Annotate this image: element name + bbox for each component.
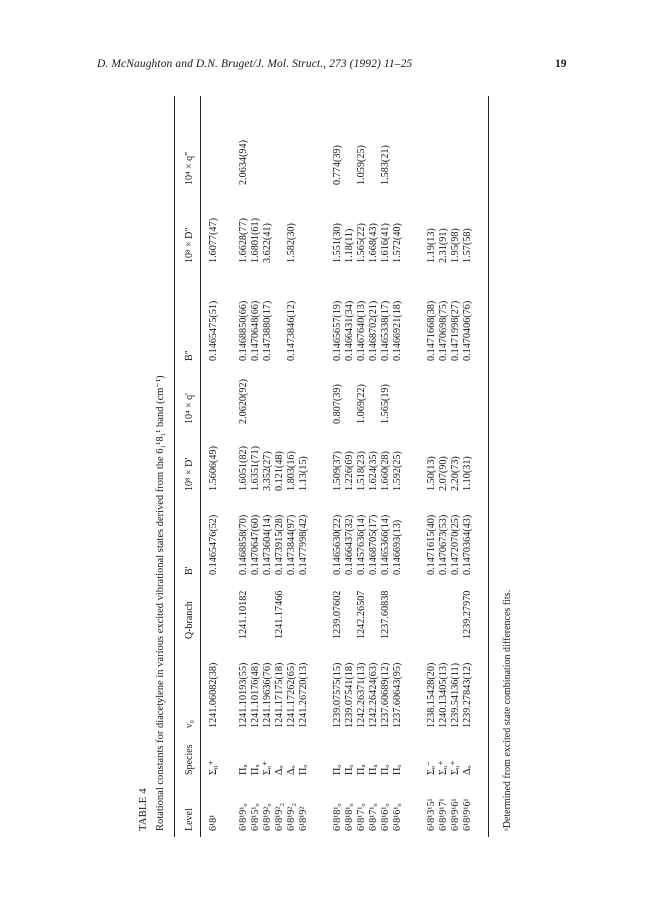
cell-b-lower: 0.1466431(34) (343, 300, 355, 361)
table-label: TABLE 4 (138, 788, 149, 831)
cell-d-lower: 1.57(58) (461, 228, 473, 263)
cell-nu0: 1239.07541(18) (343, 662, 355, 728)
cell-level: 6¹8¹9¹6¹ (461, 798, 473, 831)
cell-d-lower: 1.616(41) (379, 223, 391, 263)
cell-species: Πₒ (379, 764, 391, 775)
cell-level: 6¹8¹9²₂ (273, 803, 285, 831)
cell-d-lower: 1.95(98) (449, 228, 461, 263)
cell-d-upper: 1.13(15) (297, 456, 309, 491)
cell-nu0: 1242.26424(63) (367, 662, 379, 728)
cell-b-upper: 0.1470364(43) (461, 514, 473, 575)
cell-d-lower: 1.6628(77) (238, 218, 249, 263)
cell-b-upper: 0.1473915(28) (273, 514, 285, 575)
cell-b-lower: 0.1467640(13) (355, 300, 367, 361)
cell-b-lower: 0.1465657(19) (332, 300, 343, 361)
table-caption: Rotational constants for diacetylene in various excited vibrational states derived from the 6₁¹8₁¹ band (cm⁻¹) (155, 375, 166, 831)
cell-nu0: 1241.17262(65) (285, 662, 297, 728)
cell-d-upper: 1.518(23) (355, 451, 367, 491)
cell-level: 6¹8¹5¹ₒ (249, 803, 261, 831)
cell-species: Πₒ (343, 764, 355, 775)
table-top-rule (174, 96, 175, 837)
cell-nu0: 1239.27843(12) (461, 662, 473, 728)
cell-b-lower: 0.1465338(17) (379, 300, 391, 361)
cell-d-lower: 1.572(40) (391, 223, 403, 263)
cell-nu0: 1239.54136(11) (449, 663, 461, 728)
cell-nu0: 1240.13405(13) (437, 662, 449, 728)
cell-b-lower: 0.1470698(75) (437, 300, 449, 361)
cell-b-upper: 0.1468858(70) (238, 514, 249, 575)
cell-d-upper: 1.226(69) (343, 451, 355, 491)
cell-nu0: 1242.26371(13) (355, 662, 367, 728)
cell-species: Πᵤ (355, 764, 367, 775)
cell-species: Σₒ⁺ (261, 760, 273, 775)
cell-species: Πᵤ (367, 764, 379, 775)
cell-species: Σ₀⁺ (208, 760, 219, 775)
cell-qbranch: 1239.07602 (332, 590, 343, 639)
cell-qbranch: 1241.17466 (273, 590, 285, 639)
cell-species: Σᵤ⁺ (449, 760, 461, 775)
cell-nu0: 1241.06082(38) (208, 662, 219, 728)
running-head: D. McNaughton and D.N. Bruget/J. Mol. Struct., 273 (1992) 11–25 (97, 58, 413, 70)
cell-level: 6¹8¹ (208, 814, 219, 831)
cell-qbranch: 1239.27970 (461, 590, 473, 639)
cell-nu0: 1241.10176(48) (249, 662, 261, 728)
cell-b-upper: 0.1465476(52) (208, 514, 219, 575)
cell-b-upper: 0.1472070(25) (449, 514, 461, 575)
cell-d-upper: 1.509(37) (332, 451, 343, 491)
cell-d-lower: 1.668(43) (367, 223, 379, 263)
cell-d-upper: 1.6351(71) (249, 446, 261, 491)
col-header-q-upper: 10⁴ × q' (184, 393, 195, 424)
cell-q-upper: 1.565(19) (379, 384, 391, 424)
cell-q-upper: 0.807(39) (332, 384, 343, 424)
cell-d-upper: 2.20(73) (449, 456, 461, 491)
cell-species: Πₒ (391, 764, 403, 775)
cell-qbranch: 1237.60838 (379, 590, 391, 639)
cell-d-lower: 1.19(13) (426, 228, 437, 263)
cell-nu0: 1241.26720(13) (297, 662, 309, 728)
col-header-q-lower: 10⁴ × q" (184, 151, 195, 185)
cell-d-upper: 1.660(28) (379, 451, 391, 491)
cell-species: Δₒ (273, 765, 285, 775)
cell-qbranch: 1241.10182 (238, 590, 249, 639)
cell-nu0: 1239.07575(15) (332, 662, 343, 728)
cell-d-lower: 1.6801(61) (249, 218, 261, 263)
cell-b-upper: 0.1465630(22) (332, 514, 343, 575)
cell-d-upper: 1.50(13) (426, 456, 437, 491)
cell-level: 6¹8¹3¹5¹ (426, 798, 437, 831)
cell-b-upper: 0.1457636(14) (355, 514, 367, 575)
col-header-b-upper: B' (184, 566, 195, 575)
table-footnote: ᵃDetermined from excited state combination differences fits. (502, 589, 513, 831)
cell-b-upper: 0.1473844(97) (285, 514, 297, 575)
cell-level: 6¹8¹9¹7¹ (437, 798, 449, 831)
cell-b-upper: 0.1470673(53) (437, 514, 449, 575)
cell-q-upper: 2.0620(92) (238, 379, 249, 424)
cell-level: 6¹8¹9¹6¹ (449, 798, 461, 831)
cell-b-lower: 0.1466921(18) (391, 300, 403, 361)
cell-species: Πₒ (297, 764, 309, 775)
cell-level: 6¹8¹6¹ₒ (391, 803, 403, 831)
cell-b-upper: 0.1470647(60) (249, 514, 261, 575)
cell-d-upper: 1.592(25) (391, 451, 403, 491)
cell-b-lower: 0.1470406(76) (461, 300, 473, 361)
col-header-qbranch: Q-branch (184, 601, 195, 639)
cell-b-upper: 0.1466437(32) (343, 514, 355, 575)
cell-d-upper: 0.121(48) (273, 451, 285, 491)
cell-d-upper: 1.624(35) (367, 451, 379, 491)
cell-b-upper: 0.146693(13) (391, 519, 403, 575)
cell-d-lower: 1.551(30) (332, 223, 343, 263)
cell-nu0: 1238.15428(20) (426, 662, 437, 728)
cell-species: Σₒ⁻ (426, 760, 437, 775)
cell-b-upper: 0.1477998(42) (297, 514, 309, 575)
cell-d-upper: 1.803(16) (285, 451, 297, 491)
cell-nu0: 1241.17175(18) (273, 662, 285, 728)
cell-d-lower: 3.622(41) (261, 223, 273, 263)
col-header-nu0: ν₀ (184, 719, 195, 728)
cell-d-upper: 3.352(27) (261, 451, 273, 491)
cell-d-lower: 1.18(11) (343, 228, 355, 263)
cell-b-lower: 0.1473880(17) (261, 300, 273, 361)
cell-d-upper: 1.5606(49) (208, 446, 219, 491)
cell-b-lower: 0.1468702(21) (367, 300, 379, 361)
cell-d-lower: 1.565(22) (355, 223, 367, 263)
cell-b-lower: 0.1471668(38) (426, 300, 437, 361)
cell-d-lower: 2.31(91) (437, 228, 449, 263)
table-bottom-rule (488, 96, 489, 837)
cell-b-upper: 0.1468705(17) (367, 514, 379, 575)
cell-species: Πᵤ (238, 764, 249, 775)
cell-d-upper: 1.6051(82) (238, 446, 249, 491)
page-number: 19 (555, 58, 567, 70)
cell-species: Πₒ (332, 764, 343, 775)
cell-b-lower: 0.1468850(66) (238, 300, 249, 361)
col-header-species: Species (184, 744, 195, 775)
cell-species: Πᵤ (249, 764, 261, 775)
cell-q-lower: 1.583(21) (379, 145, 391, 185)
col-header-d-lower: 10⁸ × D" (184, 227, 195, 263)
cell-nu0: 1237.60689(12) (379, 662, 391, 728)
cell-d-upper: 2.07(90) (437, 456, 449, 491)
cell-d-lower: 1.582(30) (285, 223, 297, 263)
cell-level: 6¹8¹7¹ₒ (355, 803, 367, 831)
table-header-rule (200, 96, 201, 837)
col-header-b-lower: B" (184, 350, 195, 361)
cell-level: 6¹8¹9¹ₒ (238, 803, 249, 831)
cell-qbranch: 1242.26507 (355, 590, 367, 639)
cell-nu0: 1237.60643(95) (391, 662, 403, 728)
cell-d-lower: 1.6077(47) (208, 218, 219, 263)
cell-nu0: 1241.19636(76) (261, 662, 273, 728)
col-header-d-upper: 10⁸ × D' (184, 457, 195, 491)
cell-level: 6¹8¹8¹ₒ (343, 803, 355, 831)
cell-level: 6¹8¹9²₂ (285, 803, 297, 831)
cell-nu0: 1241.10193(55) (238, 662, 249, 728)
cell-species: Δₒ (461, 765, 473, 775)
cell-b-lower: 0.1471998(27) (449, 300, 461, 361)
cell-b-lower: 0.1465475(51) (208, 300, 219, 361)
cell-level: 6¹8¹7¹ₒ (367, 803, 379, 831)
cell-d-upper: 1.10(31) (461, 456, 473, 491)
cell-species: Δₒ (285, 765, 297, 775)
cell-b-upper: 0.1473604(14) (261, 514, 273, 575)
cell-b-lower: 0.1473846(12) (285, 300, 297, 361)
col-header-level: Level (184, 808, 195, 831)
cell-q-lower: 2.0634(94) (238, 140, 249, 185)
cell-species: Σᵤ⁺ (437, 760, 449, 775)
cell-level: 6¹8¹9²ₒ (261, 803, 273, 831)
cell-b-upper: 0.1471615(40) (426, 514, 437, 575)
cell-level: 6¹8¹6¹ₒ (379, 803, 391, 831)
cell-b-lower: 0.1470648(66) (249, 300, 261, 361)
cell-level: 6¹8¹8¹ₒ (332, 803, 343, 831)
cell-q-lower: 1.059(25) (355, 145, 367, 185)
cell-level: 6¹8¹9² (297, 806, 309, 831)
cell-b-upper: 0.1465366(14) (379, 514, 391, 575)
cell-q-upper: 1.069(22) (355, 384, 367, 424)
rotated-table (138, 96, 528, 837)
cell-q-lower: 0.774(39) (332, 145, 343, 185)
